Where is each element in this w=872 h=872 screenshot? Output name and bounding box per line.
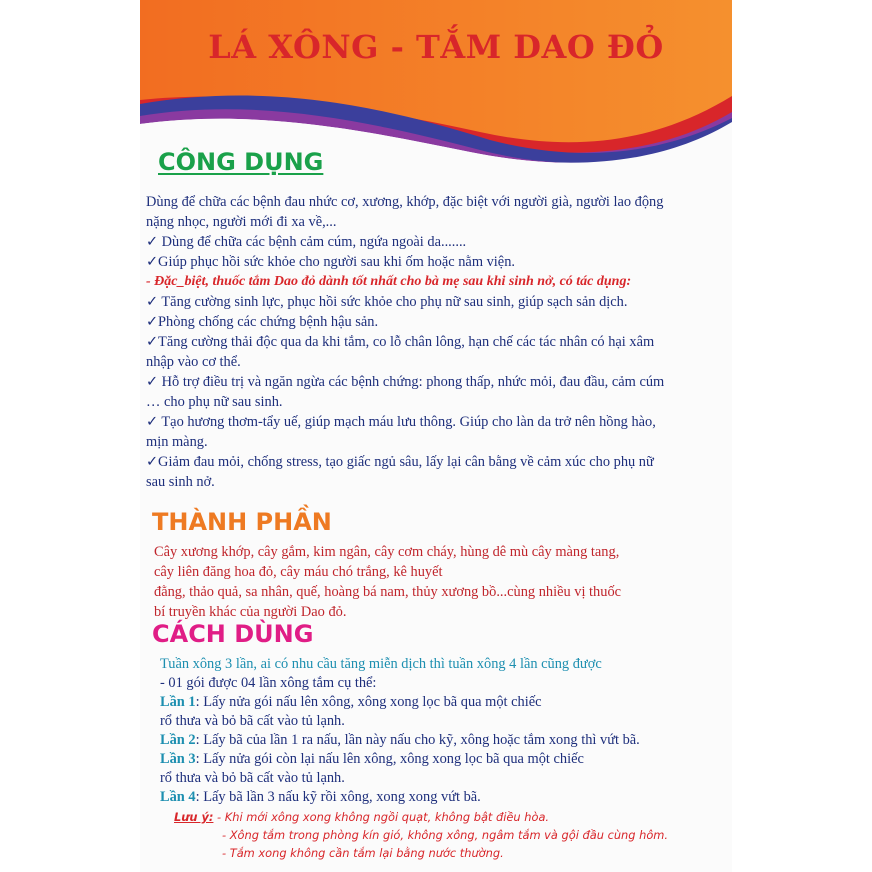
step-text: : Lấy nửa gói nấu lên xông, xông xong lọc bã qua một chiếc (195, 694, 542, 710)
benefit-line: nặng nhọc, người mới đi xa về,... (146, 214, 337, 230)
benefit-line: … cho phụ nữ sau sinh. (146, 394, 283, 410)
usage-step-3-cont: rổ thưa và bỏ bã cất vào tủ lạnh. (160, 770, 345, 786)
step-label: Lần 1 (160, 694, 196, 710)
note-text: - Khi mới xông xong không ngồi quạt, không bật điều hòa. (213, 810, 550, 824)
benefit-line: ✓Tăng cường thải độc qua da khi tắm, co lỗ chân lông, hạn chế các tác nhân có hại xâm (146, 334, 655, 350)
heading-cach-dung: CÁCH DÙNG (152, 620, 314, 648)
step-text: : Lấy nửa gói còn lại nấu lên xông, xông xong lọc bã qua một chiếc (195, 751, 584, 767)
usage-step-4 (160, 788, 730, 807)
step-label: Lần 4 (160, 789, 196, 805)
benefit-line: ✓ Hỗ trợ điều trị và ngăn ngừa các bệnh chứng: phong thấp, nhức mỏi, đau đầu, cảm cúm (146, 374, 665, 390)
usage-step-3 (160, 750, 730, 769)
step-label: Lần 3 (160, 751, 196, 767)
notes (174, 808, 730, 862)
note-label: Lưu ý: (174, 810, 214, 824)
step-text: : Lấy bã lần 3 nấu kỹ rồi xông, xong xong vứt bã. (195, 789, 481, 805)
ingredient-line: bí truyền khác của người Dao đỏ. (154, 604, 347, 620)
benefit-line: mịn màng. (146, 434, 208, 450)
benefit-line: ✓Giúp phục hồi sức khỏe cho người sau khi ốm hoặc nằm viện. (146, 254, 515, 270)
poster-title: LÁ XÔNG - TẮM DAO ĐỎ (208, 28, 664, 66)
benefit-line: ✓ Dùng để chữa các bệnh cảm cúm, ngứa ngoài da....... (146, 234, 467, 250)
benefits-text (146, 192, 730, 492)
step-label: Lần 2 (160, 732, 196, 748)
usage-step-2 (160, 731, 730, 750)
ingredient-line: Cây xương khớp, cây gắm, kim ngân, cây cơm cháy, hùng dê mù cây màng tang, (154, 544, 620, 560)
poster (140, 0, 732, 872)
step-text: : Lấy bã của lần 1 ra nấu, lần này nấu cho kỹ, xông hoặc tắm xong thì vứt bã. (195, 732, 640, 748)
benefit-line: Dùng để chữa các bệnh đau nhức cơ, xương, khớp, đặc biệt với người già, người lao động (146, 194, 664, 210)
note-line: - Xông tắm trong phòng kín gió, không xông, ngâm tắm và gội đầu cùng hôm. (222, 828, 669, 842)
usage-intro: - 01 gói được 04 lần xông tắm cụ thể: (160, 675, 377, 691)
usage-step-1 (160, 693, 730, 712)
ingredient-line: cây liên đăng hoa đỏ, cây máu chó trắng, kê huyết (154, 564, 443, 580)
benefit-line: ✓Giảm đau mỏi, chống stress, tạo giấc ngủ sâu, lấy lại cân bằng về cảm xúc cho phụ nữ (146, 454, 654, 470)
usage-intro: Tuần xông 3 lần, ai có nhu cầu tăng miễn dịch thì tuần xông 4 lần cũng được (160, 656, 602, 672)
heading-thanh-phan: THÀNH PHẦN (152, 508, 332, 536)
heading-cong-dung: CÔNG DỤNG (158, 148, 324, 176)
benefit-line: ✓ Tạo hương thơm-tẩy uế, giúp mạch máu lưu thông. Giúp cho làn da trở nên hồng hào, (146, 414, 656, 430)
benefit-line: nhập vào cơ thể. (146, 354, 241, 370)
ingredient-line: đằng, thảo quả, sa nhân, quế, hoàng bá nam, thủy xương bồ...cùng nhiều vị thuốc (154, 584, 622, 600)
note-line (174, 808, 730, 826)
usage-step-1-cont: rổ thưa và bỏ bã cất vào tủ lạnh. (160, 713, 345, 729)
benefit-line: ✓Phòng chống các chứng bệnh hậu sản. (146, 314, 379, 330)
note-line: - Tắm xong không cần tắm lại bằng nước thường. (222, 846, 504, 860)
usage-text (160, 655, 730, 807)
benefit-line: ✓ Tăng cường sinh lực, phục hồi sức khỏe cho phụ nữ sau sinh, giúp sạch sản dịch. (146, 294, 628, 310)
benefit-special-line: - Đặc_biệt, thuốc tắm Dao đỏ dành tốt nhất cho bà mẹ sau khi sinh nở, có tác dụng: (146, 274, 632, 289)
ingredients-text (154, 542, 730, 622)
benefit-line: sau sinh nở. (146, 474, 215, 490)
